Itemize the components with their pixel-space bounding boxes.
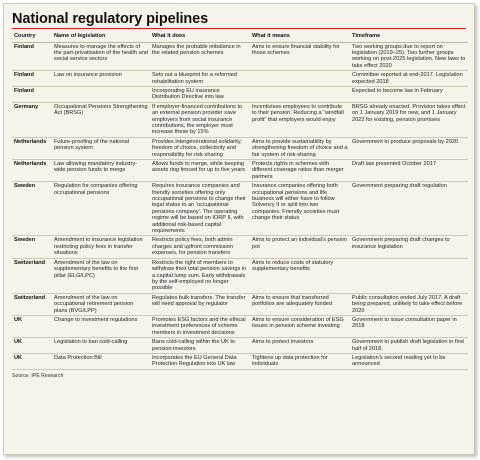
cell-timeframe: Government to publish draft legislation in first half of 2018. <box>350 338 468 354</box>
cell-name: Law allowing mandatory industry-wide pension funds to merge <box>52 160 150 182</box>
cell-country: UK <box>12 315 52 337</box>
table-row <box>12 293 468 315</box>
cell-does: Incorporates the EU General Data Protection Regulation into UK law <box>150 353 250 369</box>
cell-means: Tightens up data protection for individuals <box>250 353 350 369</box>
cell-name: Legislation to ban cold-calling <box>52 338 150 354</box>
cell-country: Switzerland <box>12 258 52 293</box>
cell-country: UK <box>12 338 52 354</box>
cell-timeframe: Government to issue consultation paper in 2018 <box>350 315 468 337</box>
cell-means: Aims to ensure that transferred portfolios are adequately funded <box>250 293 350 315</box>
cell-timeframe: Expected to become law in February <box>350 86 468 102</box>
table-row <box>12 236 468 258</box>
cell-country: Finland <box>12 71 52 87</box>
cell-means: Protects rights in schemes with different coverage ratios than merger partners <box>250 160 350 182</box>
cell-country: Finland <box>12 42 52 71</box>
cell-name: Amendment of the law on supplementary benefits to the first pillar (ELG/LPC) <box>52 258 150 293</box>
cell-country: Switzerland <box>12 293 52 315</box>
cell-means: Aims to protect investors <box>250 338 350 354</box>
cell-name: Data Protection Bill <box>52 353 150 369</box>
cell-means <box>250 71 350 87</box>
table-row <box>12 71 468 87</box>
cell-means: Incentivises employees to contribute to their pension. Reducing a “windfall profit” that employers would enjoy <box>250 102 350 137</box>
regulatory-table <box>12 32 468 370</box>
cell-does: Incorporating EU insurance Distribution Directive into law <box>150 86 250 102</box>
cell-timeframe <box>350 258 468 293</box>
source-note: Source: IPE Research <box>12 372 64 379</box>
cell-timeframe: Government preparing draft changes to insurance legislation <box>350 236 468 258</box>
cell-country: Germany <box>12 102 52 137</box>
cell-country: Sweden <box>12 182 52 236</box>
cell-name <box>52 86 150 102</box>
cell-name: Measures to manage the effects of the part-privatisation of the health and social service sectors <box>52 42 150 71</box>
cell-does: Restricts policy fees, both admin charges and upfront commission expenses, for pension transfers <box>150 236 250 258</box>
cell-country: Finland <box>12 86 52 102</box>
cell-does: Requires insurance companies and friendly societies offering only occupational pensions to change their legal status to an ‘occupational pensions company’. The operating regime will be based on IORP II, with additional risk-based capital requirements <box>150 182 250 236</box>
table-row <box>12 182 468 236</box>
cell-name: Future-proofing of the national pension system <box>52 137 150 159</box>
cell-does: Bans cold-calling within the UK to pension investors <box>150 338 250 354</box>
table-row <box>12 258 468 293</box>
cell-name: Change to investment regulations <box>52 315 150 337</box>
cell-timeframe: Two working groups due to report on legislation (2019–25). Two further groups working on post-2025 legislation. New laws to take effect 2020 <box>350 42 468 71</box>
table-row <box>12 353 468 369</box>
cell-name: Law on insurance provision <box>52 71 150 87</box>
cell-means: Aims to ensure financial stability for those schemes <box>250 42 350 71</box>
cell-timeframe: BRSG already enacted. Provision takes effect on 1 January 2019 for new, and 1 January 2022 for existing, pension promises <box>350 102 468 137</box>
table-header-row <box>12 32 468 42</box>
cell-country: UK <box>12 353 52 369</box>
cell-name: Amendment to insurance legislation restricting policy fees in transfer situations <box>52 236 150 258</box>
cell-name: Occupational Pensions Strengthening Act (BRSG) <box>52 102 150 137</box>
cell-timeframe: Draft law presented October 2017 <box>350 160 468 182</box>
table-row <box>12 137 468 159</box>
cell-timeframe: Committee reported at end-2017. Legislation expected 2018 <box>350 71 468 87</box>
cell-country: Sweden <box>12 236 52 258</box>
cell-means: Insurance companies offering both occupational pensions and life business will either have to follow Solvency II or split into two companies. Friendly societies must change their status <box>250 182 350 236</box>
cell-name: Amendment of the law on occupational retirement pension plans (BVG/LPP) <box>52 293 150 315</box>
cell-timeframe: Government to produce proposals by 2020 <box>350 137 468 159</box>
cell-means: Aims to ensure consideration of ESG issues in pension scheme investing <box>250 315 350 337</box>
cell-timeframe: Public consultation ended July 2017. A draft being prepared, unlikely to take effect before 2020 <box>350 293 468 315</box>
cell-does: Manages the probable imbalance in the related pension schemes <box>150 42 250 71</box>
column-header-timeframe: Timeframe <box>350 32 468 42</box>
cell-does: Allows funds to merge, while keeping assets ring fenced for up to five years <box>150 160 250 182</box>
cell-country: Netherlands <box>12 137 52 159</box>
cell-does: Sets out a blueprint for a reformed rehabilitation system <box>150 71 250 87</box>
cell-timeframe: Government preparing draft regulation <box>350 182 468 236</box>
table-row <box>12 338 468 354</box>
table-row <box>12 102 468 137</box>
cell-does: If employer-financed contributions to an external pension provider save employers from social insurance contributions, the employer must increase these by 15% <box>150 102 250 137</box>
cell-does: Restricts the right of members to withdraw their total pension savings in a capital lump sum. Early withdrawals by the self-employed no longer possible <box>150 258 250 293</box>
table-row <box>12 315 468 337</box>
page-title: National regulatory pipelines <box>12 10 466 29</box>
column-header-country: Country <box>12 32 52 42</box>
cell-means: Aims to provide sustainability by strengthening freedom of choice and a fair system of risk-sharing <box>250 137 350 159</box>
cell-does: Promotes ESG factors and the ethical investment preferences of scheme members in investment decisions <box>150 315 250 337</box>
table-row <box>12 42 468 71</box>
cell-means: Aims to reduce costs of statutory supplementary benefits <box>250 258 350 293</box>
table-row <box>12 86 468 102</box>
column-header-does: What it does <box>150 32 250 42</box>
cell-means: Aims to protect an individual’s pension pot <box>250 236 350 258</box>
cell-timeframe: Legislation’s second reading yet to be announced <box>350 353 468 369</box>
table-row <box>12 160 468 182</box>
document-panel <box>3 3 475 455</box>
cell-does: Regulates bulk transfers. The transfer will need approval by regulator <box>150 293 250 315</box>
cell-means <box>250 86 350 102</box>
cell-does: Provides intergenerational solidarity, freedom of choice, collectivity and responsibility for risk-sharing <box>150 137 250 159</box>
cell-name: Regulation for companies offering occupational pensions <box>52 182 150 236</box>
column-header-name: Name of legislation <box>52 32 150 42</box>
cell-country: Netherlands <box>12 160 52 182</box>
column-header-means: What it means <box>250 32 350 42</box>
